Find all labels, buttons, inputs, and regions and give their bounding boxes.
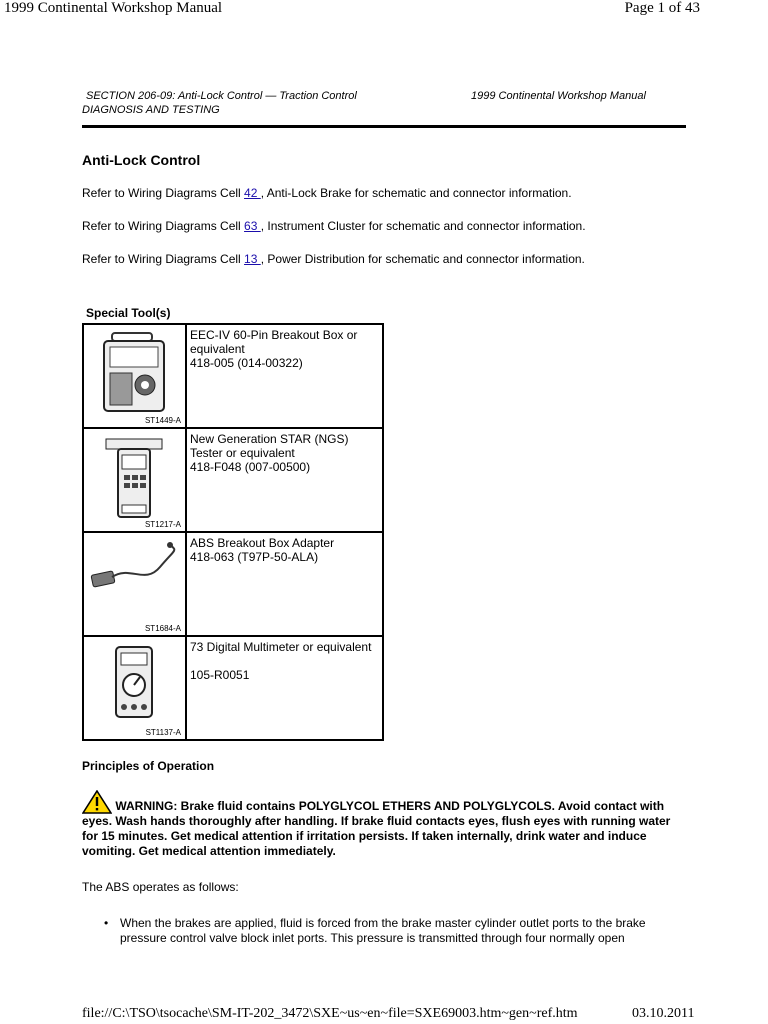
tool-code: ST1137-A: [145, 728, 181, 737]
tool-row: [83, 428, 383, 532]
tool-part-number: 418-F048 (007-00500): [190, 460, 311, 474]
tool-part-number: 418-005 (014-00322): [190, 356, 303, 370]
footer-date: 03.10.2011: [632, 1006, 695, 1021]
wiring-cell-link[interactable]: 13: [244, 252, 261, 266]
tool-row: [83, 324, 383, 428]
breakout-box-icon: [90, 329, 180, 419]
principles-heading: Principles of Operation: [82, 759, 215, 773]
tool-image-cell: [83, 636, 186, 740]
section-title: SECTION 206-09: Anti-Lock Control — Traction Control: [86, 90, 357, 102]
reference-line: [82, 252, 585, 266]
tool-description: [186, 324, 383, 428]
special-tools-heading: Special Tool(s): [86, 306, 171, 320]
tool-image-cell: [83, 428, 186, 532]
reference-line: [82, 186, 572, 200]
wiring-cell-link[interactable]: 63: [244, 219, 261, 233]
special-tools-table: [82, 323, 384, 741]
page-indicator: Page 1 of 43: [624, 0, 700, 16]
tool-name: New Generation STAR (NGS): [190, 432, 349, 446]
tool-description: [186, 428, 383, 532]
tool-spacer: [190, 654, 380, 668]
reference-text: , Instrument Cluster for schematic and connector information.: [260, 219, 586, 233]
tool-name: ABS Breakout Box Adapter: [190, 536, 335, 550]
tool-code: ST1684-A: [144, 624, 181, 633]
tool-image-cell: [83, 324, 186, 428]
reference-text: , Anti-Lock Brake for schematic and connector information.: [260, 186, 572, 200]
tool-image-cell: [83, 532, 186, 636]
ngs-tester-icon: [90, 433, 180, 523]
reference-text: Refer to Wiring Diagrams Cell: [82, 186, 245, 200]
warning-icon: [82, 790, 112, 814]
multimeter-icon: [90, 641, 180, 731]
abs-intro: The ABS operates as follows:: [82, 880, 239, 894]
tool-description: [186, 532, 383, 636]
tool-row: [83, 636, 383, 740]
tool-row: [83, 532, 383, 636]
warning-block: [82, 790, 682, 859]
tool-part-number: 418-063 (T97P-50-ALA): [190, 550, 319, 564]
page-title: Anti-Lock Control: [82, 152, 201, 168]
reference-text: , Power Distribution for schematic and connector information.: [260, 252, 585, 266]
warning-text: WARNING: Brake fluid contains POLYGLYCOL ETHERS AND POLYGLYCOLS. Avoid contact with eyes. Wash hands thoroughly after handling. If brake fluid contacts eyes, flush eyes with running water for 15 minutes. Get medical attention if irritation persists. If taken internally, drink water and induce vomiting. Get medical attention immediately.: [82, 799, 671, 858]
reference-text: Refer to Wiring Diagrams Cell: [82, 252, 245, 266]
tool-name-cont: equivalent: [190, 342, 245, 356]
tool-name: EEC-IV 60-Pin Breakout Box or: [190, 328, 358, 342]
header-rule: [82, 125, 686, 128]
operation-steps: [104, 916, 684, 946]
reference-line: [82, 219, 586, 233]
tool-description: [186, 636, 383, 740]
footer-path: file://C:\TSO\tsocache\SM-IT-202_3472\SXE~us~en~file=SXE69003.htm~gen~ref.htm: [82, 1006, 578, 1021]
tool-part-number: 105-R0051: [190, 668, 250, 682]
tool-code: ST1449-A: [144, 416, 181, 425]
tool-name-cont: Tester or equivalent: [190, 446, 295, 460]
manual-name: 1999 Continental Workshop Manual: [471, 90, 646, 102]
reference-text: Refer to Wiring Diagrams Cell: [82, 219, 245, 233]
tool-code: ST1217-A: [144, 520, 181, 529]
list-item: • When the brakes are applied, fluid is forced from the brake master cylinder outlet ports to the brake pressure control valve block inlet ports. This pressure is transmitted through four normally open: [104, 916, 684, 946]
wiring-cell-link[interactable]: 42: [244, 186, 261, 200]
adapter-cable-icon: [90, 537, 180, 627]
tool-name: 73 Digital Multimeter or equivalent: [190, 640, 372, 654]
document-title: 1999 Continental Workshop Manual: [4, 0, 223, 16]
section-subtitle: DIAGNOSIS AND TESTING: [82, 104, 220, 116]
